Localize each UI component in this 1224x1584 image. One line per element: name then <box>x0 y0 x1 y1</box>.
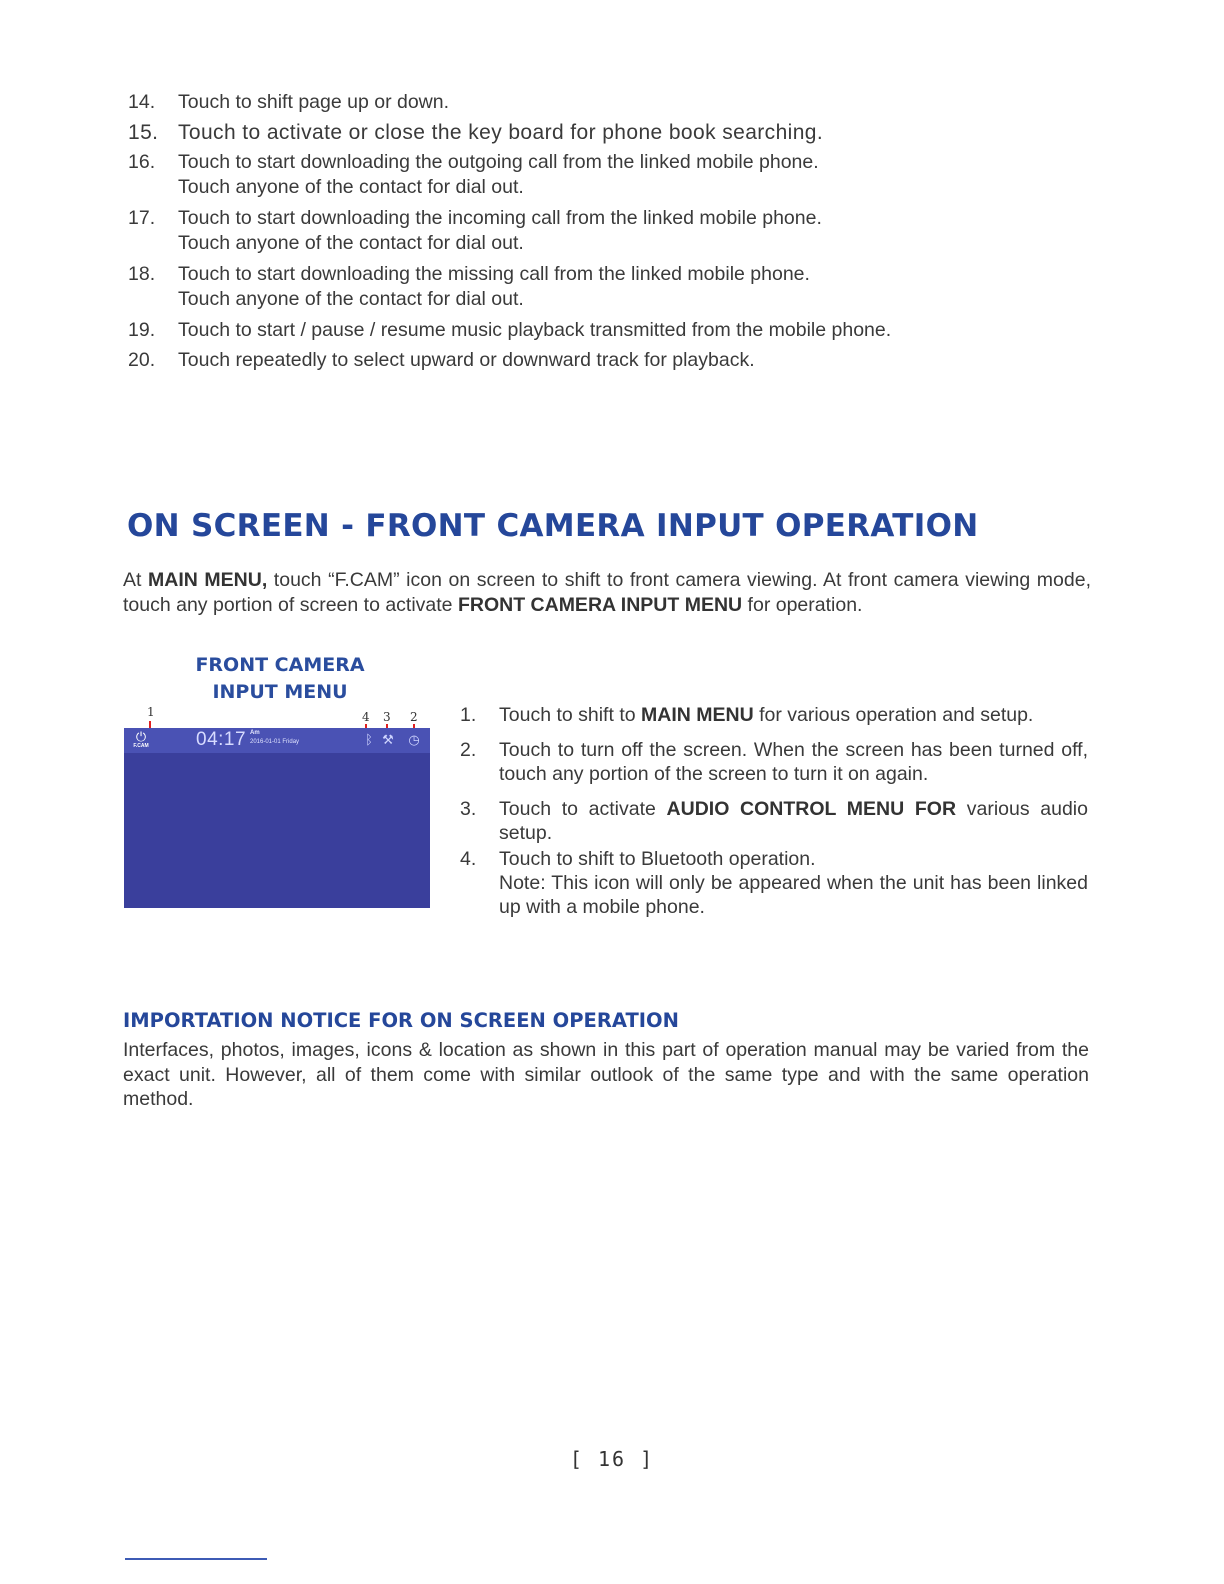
section-intro: At MAIN MENU, touch “F.CAM” icon on screen to shift to front camera viewing. At front camera viewing mode, touch any portion of screen to activate FRONT CAMERA INPUT MENU for operation. <box>123 569 1091 616</box>
screen-status-bar <box>124 728 430 753</box>
note-text: Note: This icon will only be appeared when the unit has been linked up with a mobile phone. <box>499 872 1088 918</box>
am-pm-indicator: Am <box>250 730 260 736</box>
screen-off-icon[interactable]: ◷ <box>408 732 420 747</box>
list-item-text: Touch to start downloading the incoming call from the linked mobile phone. <box>178 207 822 229</box>
figure-legend-list <box>460 703 1088 919</box>
list-item: 18. Touch to start downloading the missing call from the linked mobile phone. Touch anyone of the contact for dial out. <box>128 263 810 310</box>
list-item: 16. Touch to start downloading the outgoing call from the linked mobile phone. Touch anyone of the contact for dial out. <box>128 151 819 198</box>
list-item-text: Touch to start downloading the missing call from the linked mobile phone. <box>178 263 810 285</box>
list-item: 20. Touch repeatedly to select upward or downward track for playback. <box>128 349 755 371</box>
front-camera-screen[interactable] <box>124 728 430 908</box>
notice-title: IMPORTATION NOTICE FOR ON SCREEN OPERATION <box>123 1009 679 1032</box>
clock-display: 04:17 <box>196 729 247 750</box>
list-item: 1. Touch to shift to MAIN MENU for various operation and setup. <box>460 704 1034 726</box>
callout-number: 4 <box>362 710 370 724</box>
list-item: 15. Touch to activate or close the key board for phone book searching. <box>128 121 824 144</box>
section-title: ON SCREEN - FRONT CAMERA INPUT OPERATION <box>127 508 979 544</box>
list-item: 4. Touch to shift to Bluetooth operation. Note: This icon will only be appeared when the unit has been linked up with a mobile phone. <box>460 848 1088 918</box>
date-display: 2016-01-01 Friday <box>250 739 300 745</box>
list-item: 2. Touch to turn off the screen. When the screen has been turned off, touch any portion of the screen to turn it on again. <box>460 739 1088 785</box>
list-item-text: Touch anyone of the contact for dial out. <box>178 288 524 310</box>
list-item-text: Touch repeatedly to select upward or downward track for playback. <box>178 349 755 371</box>
instruction-list-continued <box>128 90 1108 373</box>
audio-control-icon[interactable]: ⚒ <box>382 732 394 747</box>
list-item: 19. Touch to start / pause / resume music playback transmitted from the mobile phone. <box>128 319 892 341</box>
callout-number: 3 <box>383 710 391 724</box>
power-icon: ⏻ <box>135 729 147 744</box>
bluetooth-icon[interactable]: ᛒ <box>365 732 373 747</box>
callout-number: 2 <box>410 710 418 724</box>
list-item-text: Touch to activate or close the key board for phone book searching. <box>178 121 824 144</box>
page-number: [ 16 ] <box>569 1447 655 1471</box>
list-item-text: Touch anyone of the contact for dial out. <box>178 176 524 198</box>
list-item-text: Touch to start downloading the outgoing call from the linked mobile phone. <box>178 151 819 173</box>
list-item-text: Touch anyone of the contact for dial out. <box>178 232 524 254</box>
fcam-icon[interactable]: ⏻ F.CAM <box>130 730 152 752</box>
list-item: 14. Touch to shift page up or down. <box>128 91 450 113</box>
footer-rule <box>125 1558 267 1560</box>
figure-caption: FRONT CAMERA INPUT MENU <box>195 654 365 703</box>
list-item-text: Touch to shift page up or down. <box>178 91 450 113</box>
notice-body: Interfaces, photos, images, icons & location as shown in this part of operation manual may be varied from the exact unit. However, all of them come with similar outlook of the same type and with the same operation method. <box>123 1039 1089 1110</box>
list-item-text: Touch to start / pause / resume music playback transmitted from the mobile phone. <box>178 319 892 341</box>
list-item: 3. Touch to activate AUDIO CONTROL MENU FOR various audio setup. <box>460 798 1088 844</box>
callout-number: 1 <box>147 705 155 719</box>
list-item: 17. Touch to start downloading the incoming call from the linked mobile phone. Touch anyone of the contact for dial out. <box>128 207 822 254</box>
